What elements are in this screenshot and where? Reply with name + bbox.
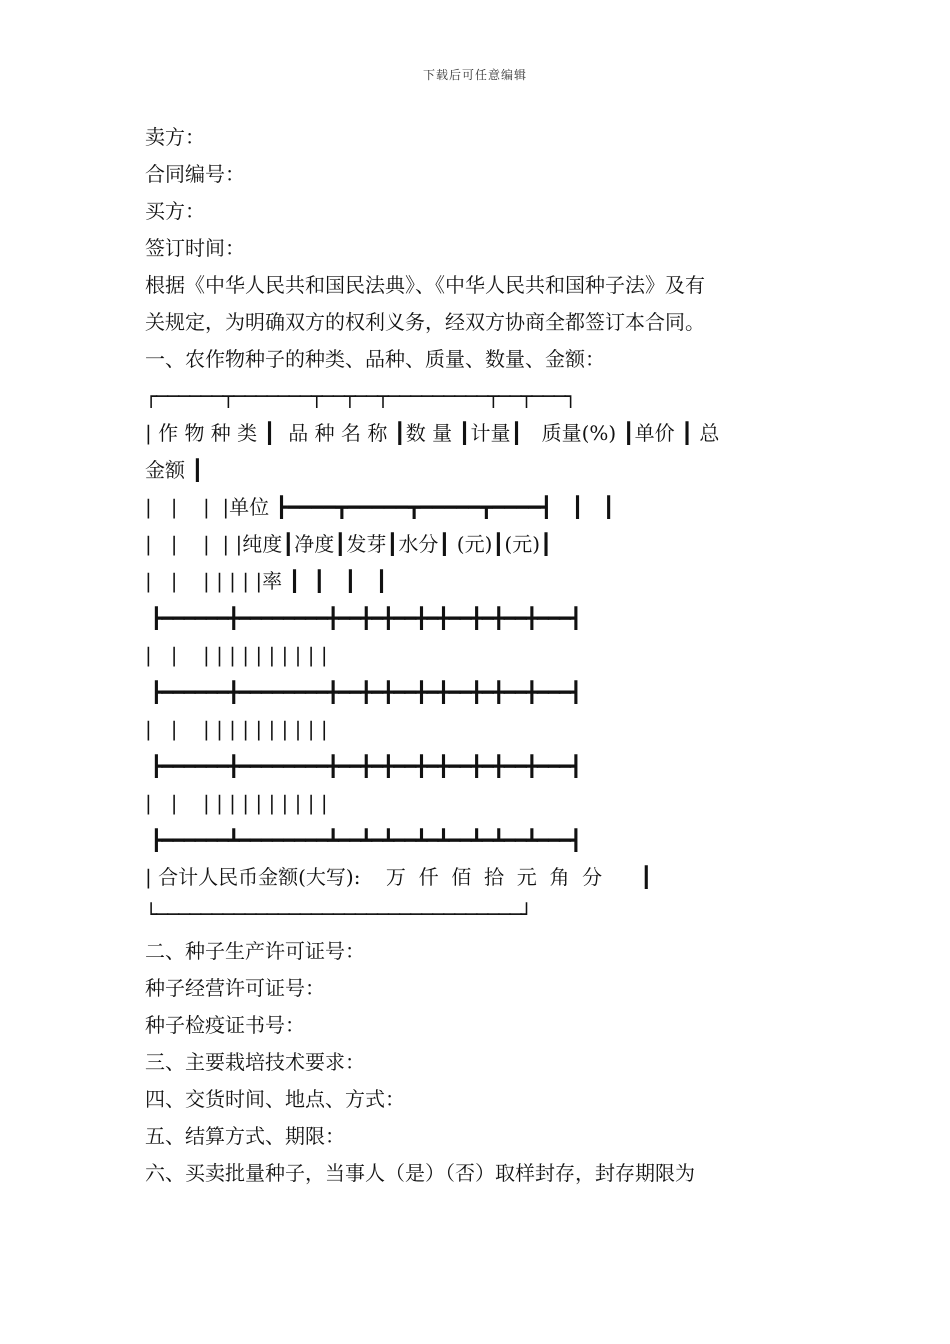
table-divider: ┣━━━━━━╋━━━━━━━━╋━━╋━╋━━╋━╋━━╋━╋━━╋━━━┫ bbox=[145, 754, 581, 778]
table-row: | | | | | | | | | | | | bbox=[145, 717, 328, 741]
table-divider: ┣━━━━━━╋━━━━━━━━╋━━╋━╋━━╋━╋━━╋━╋━━╋━━━┫ bbox=[145, 680, 581, 704]
table-total-row: | 合计人民币金额(大写): 万 仟 佰 拾 元 角 分 ┃ bbox=[145, 865, 653, 889]
header-note: 下载后可任意编辑 bbox=[422, 68, 527, 82]
buyer-label: 买方： bbox=[145, 199, 205, 223]
production-license-label: 二、种子生产许可证号： bbox=[145, 939, 365, 963]
section-4-heading: 四、交货时间、地点、方式： bbox=[145, 1087, 405, 1111]
business-license-label: 种子经营许可证号： bbox=[145, 976, 325, 1000]
table-top-border: ┌──────┬───────┬──┬──┬─────────┬──┬───┐ bbox=[145, 384, 576, 408]
section-6-heading: 六、买卖批量种子，当事人（是）（否）取样封存，封存期限为 bbox=[145, 1161, 695, 1185]
table-divider: ┣━━━━━━┻━━━━━━━━┻━━┻━┻━━┻━┻━━┻━┻━━┻━━━┫ bbox=[145, 828, 581, 852]
document-body bbox=[145, 119, 825, 1192]
table-header-row-wrap: 金额 ┃ bbox=[145, 458, 204, 482]
table-row: | | | | | | | | | | | | bbox=[145, 791, 328, 815]
table-divider: ┣━━━━━━╋━━━━━━━━╋━━╋━╋━━╋━╋━━╋━╋━━╋━━━┫ bbox=[145, 606, 581, 630]
seller-label: 卖方： bbox=[145, 125, 205, 149]
table-header-row: | 作 物 种 类 ┃ 品 种 名 称 ┃数 量 ┃计量┃ 质量(%) ┃单价 ┃ 总 bbox=[145, 421, 720, 445]
section-3-heading: 三、主要栽培技术要求： bbox=[145, 1050, 365, 1074]
signing-time-label: 签订时间： bbox=[145, 236, 245, 260]
quarantine-certificate-label: 种子检疫证书号： bbox=[145, 1013, 305, 1037]
table-subheader-row-1: | | | |单位 ┣━━━━┳━━━━━┳━━━━━┳━━━━┫ ┃ ┃ bbox=[145, 495, 615, 519]
preamble-line-2: 关规定，为明确双方的权利义务，经双方协商全都签订本合同。 bbox=[145, 310, 705, 334]
preamble-line-1: 根据《中华人民共和国民法典》、《中华人民共和国种子法》及有 bbox=[145, 273, 705, 297]
table-bottom-border: └─────────────────────────────────┘ bbox=[145, 902, 532, 926]
contract-number-label: 合同编号： bbox=[145, 162, 245, 186]
section-5-heading: 五、结算方式、期限： bbox=[145, 1124, 345, 1148]
section-1-heading: 一、农作物种子的种类、品种、质量、数量、金额： bbox=[145, 347, 605, 371]
table-subheader-row-2: | | | | |纯度┃净度┃发芽┃水分┃ (元)┃(元)┃ bbox=[145, 532, 553, 556]
table-row: | | | | | | | | | | | | bbox=[145, 643, 328, 667]
table-subheader-row-3: | | | | | | |率 ┃ ┃ ┃ ┃ bbox=[145, 569, 388, 593]
